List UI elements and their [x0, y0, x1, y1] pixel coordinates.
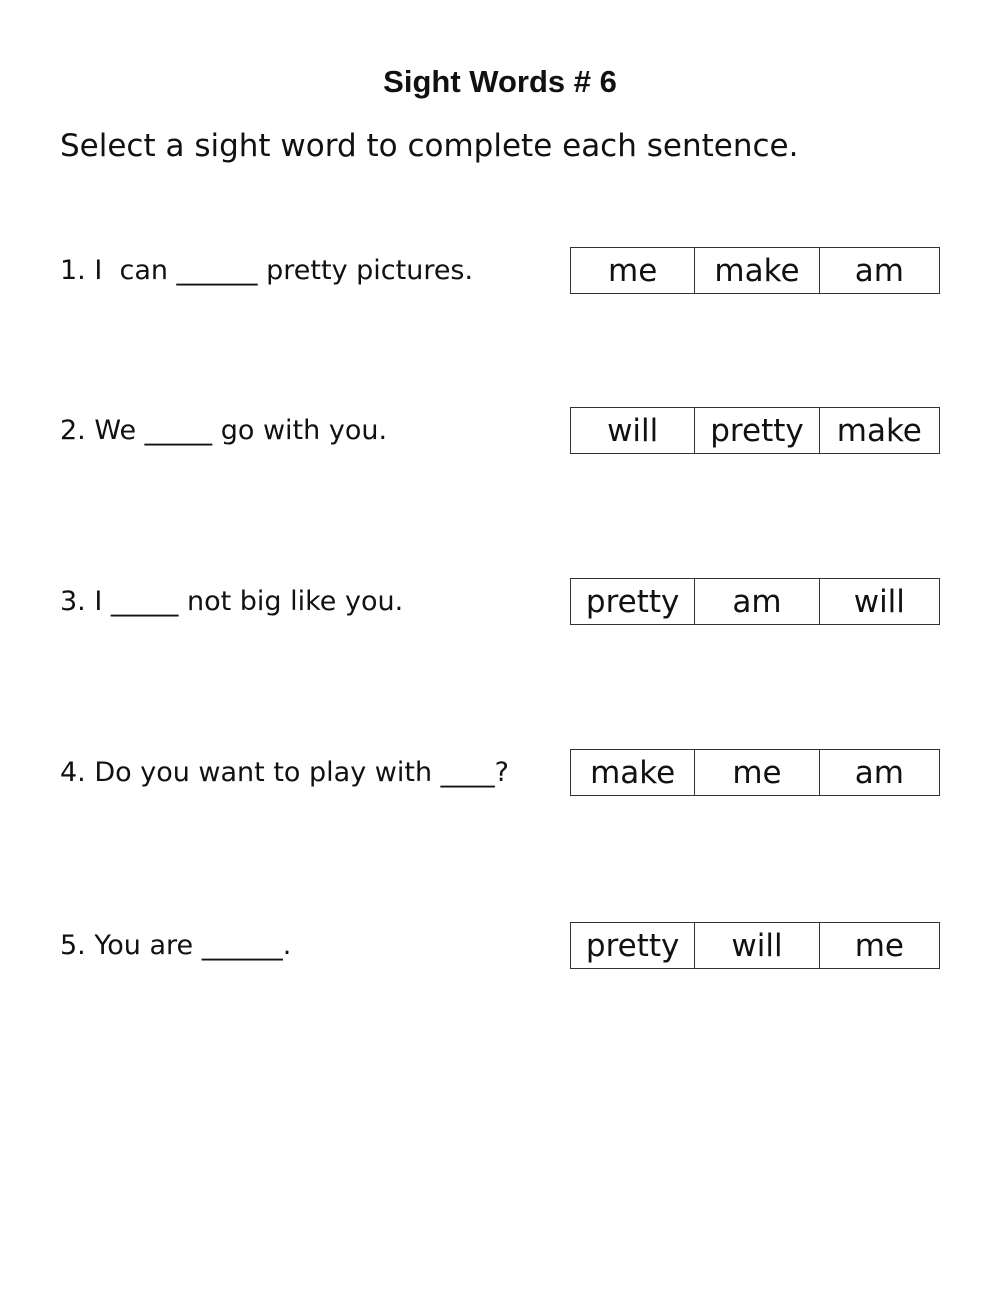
- choice-option[interactable]: will: [820, 579, 939, 624]
- choice-option[interactable]: pretty: [571, 923, 695, 968]
- question-sentence: 2. We _____ go with you.: [60, 415, 388, 446]
- choice-option[interactable]: make: [695, 248, 819, 293]
- choice-option[interactable]: am: [820, 248, 939, 293]
- question-row-2: [0, 407, 1000, 455]
- instructions: Select a sight word to complete each sentence.: [60, 128, 799, 164]
- choice-option[interactable]: make: [820, 408, 939, 453]
- worksheet-title: Sight Words # 6: [383, 64, 617, 99]
- question-row-4: [0, 749, 1000, 797]
- choice-group: [570, 247, 940, 294]
- question-row-1: [0, 247, 1000, 295]
- choice-option[interactable]: will: [695, 923, 819, 968]
- choice-option[interactable]: me: [571, 248, 695, 293]
- question-sentence: 5. You are ______.: [60, 930, 292, 961]
- choice-group: [570, 922, 940, 969]
- choice-option[interactable]: am: [695, 579, 819, 624]
- question-sentence: 3. I _____ not big like you.: [60, 586, 404, 617]
- question-sentence: 4. Do you want to play with ____?: [60, 757, 509, 788]
- choice-group: [570, 749, 940, 796]
- choice-option[interactable]: pretty: [571, 579, 695, 624]
- choice-option[interactable]: make: [571, 750, 695, 795]
- choice-option[interactable]: me: [695, 750, 819, 795]
- choice-option[interactable]: me: [820, 923, 939, 968]
- choice-option[interactable]: am: [820, 750, 939, 795]
- choice-group: [570, 578, 940, 625]
- choice-option[interactable]: will: [571, 408, 695, 453]
- choice-group: [570, 407, 940, 454]
- choice-option[interactable]: pretty: [695, 408, 819, 453]
- question-row-3: [0, 578, 1000, 626]
- question-row-5: [0, 922, 1000, 970]
- question-sentence: 1. I can ______ pretty pictures.: [60, 255, 474, 286]
